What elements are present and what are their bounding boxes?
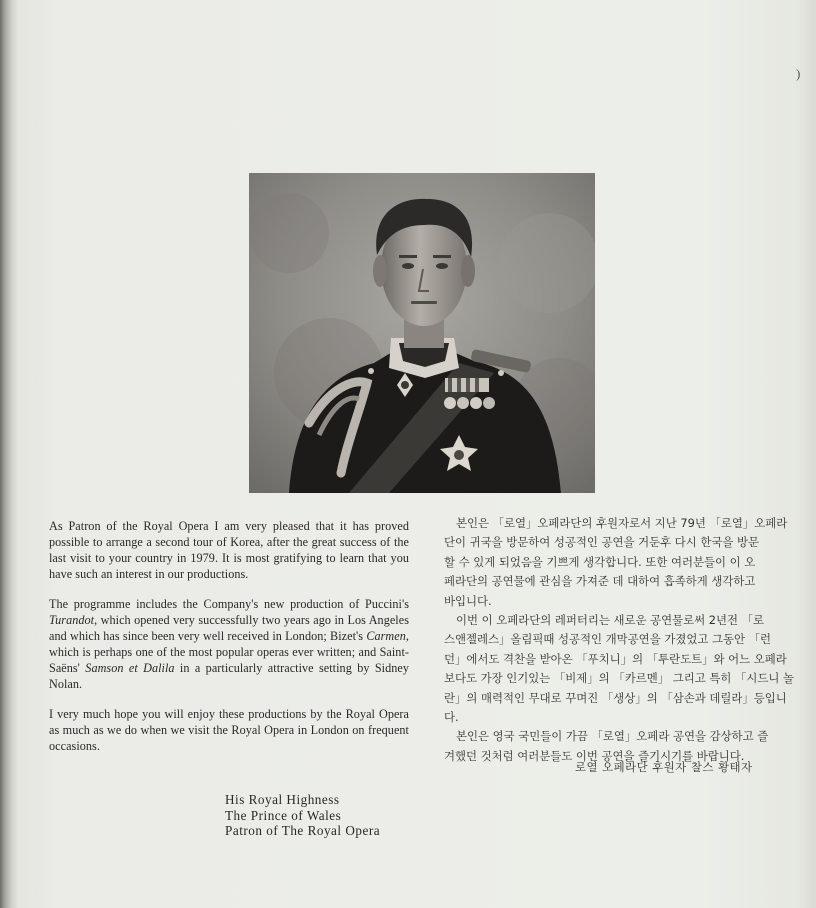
korean-signature: 로열 오페라단 후원자 찰스 황태자 <box>575 760 753 774</box>
portrait-photo <box>249 173 595 493</box>
korean-line: 스앤젤레스」올림픽때 성공적인 개막공연을 가졌었고 그동안 「런 <box>444 632 771 647</box>
signature-line: Patron of The Royal Opera <box>225 823 381 839</box>
korean-line: 바입니다. <box>444 593 492 608</box>
korean-line: 이번 이 오페라단의 레퍼터리는 새로운 공연물로써 2년전 「로 <box>456 613 765 628</box>
english-paragraph-1: As Patron of the Royal Opera I am very pleased that it has proved possible to arrange a second tour of Korea, after the great success of the last visit to your country in 1979. It is most gratifying to learn that you have such an interest in our productions. <box>49 519 409 581</box>
korean-line: 페라단의 공연물에 관심을 가져준 데 대하여 흡족하게 생각하고 <box>444 574 756 589</box>
english-letter <box>49 518 409 754</box>
english-paragraph-3: I very much hope you will enjoy these productions by the Royal Opera as much as we do when we visit the Royal Opera in London on frequent occasions. <box>49 707 409 753</box>
korean-line: 보다도 가장 인기있는 「비제」의 「카르멘」 그리고 특히 「시드니 놀 <box>444 671 795 686</box>
signature-line: His Royal Highness <box>225 792 340 807</box>
korean-line: 다. <box>444 710 459 725</box>
korean-line: 겨했던 것처럼 여러분들도 이번 공연을 즐기시기를 바랍니다. <box>444 748 745 763</box>
korean-line: 던」에서도 격찬을 받아온 「푸치니」의 「투란도트」와 어느 오페라 <box>444 651 787 666</box>
signature-line: The Prince of Wales <box>225 807 342 823</box>
title-carmen: Carmen <box>366 629 406 643</box>
korean-line: 란」의 매력적인 무대로 꾸며진 「생상」의 「삼손과 데릴라」등입니 <box>444 690 787 705</box>
title-samson-et-dalila: Samson et Dalila <box>85 661 175 675</box>
english-paragraph-2: The programme includes the Company's new production of Puccini's Turandot, which opened very successfully two years ago in Los Angeles and which has since been very well received in London; Bizet's Carmen, which is perhaps one of the most popular operas ever written; and Saint-Saëns' Samson et Dalila in a particularly attractive setting by Sidney Nolan. <box>49 597 409 691</box>
korean-letter <box>444 514 816 766</box>
korean-line: 단이 귀국을 방문하여 성공적인 공연을 거둔후 다시 한국을 방문 <box>444 535 760 550</box>
book-gutter <box>0 0 18 908</box>
page-number: ) <box>796 66 801 81</box>
title-turandot: Turandot <box>49 613 95 627</box>
english-signature <box>225 792 380 839</box>
korean-line: 할 수 있게 되었음을 기쁘게 생각합니다. 또한 여러분들이 이 오 <box>444 554 756 569</box>
korean-line: 본인은 영국 국민들이 가끔 「로열」오페라 공연을 감상하고 즐 <box>456 729 769 744</box>
korean-line: 본인은 「로열」오페라단의 후원자로서 지난 79년 「로열」오페라 <box>456 516 788 530</box>
